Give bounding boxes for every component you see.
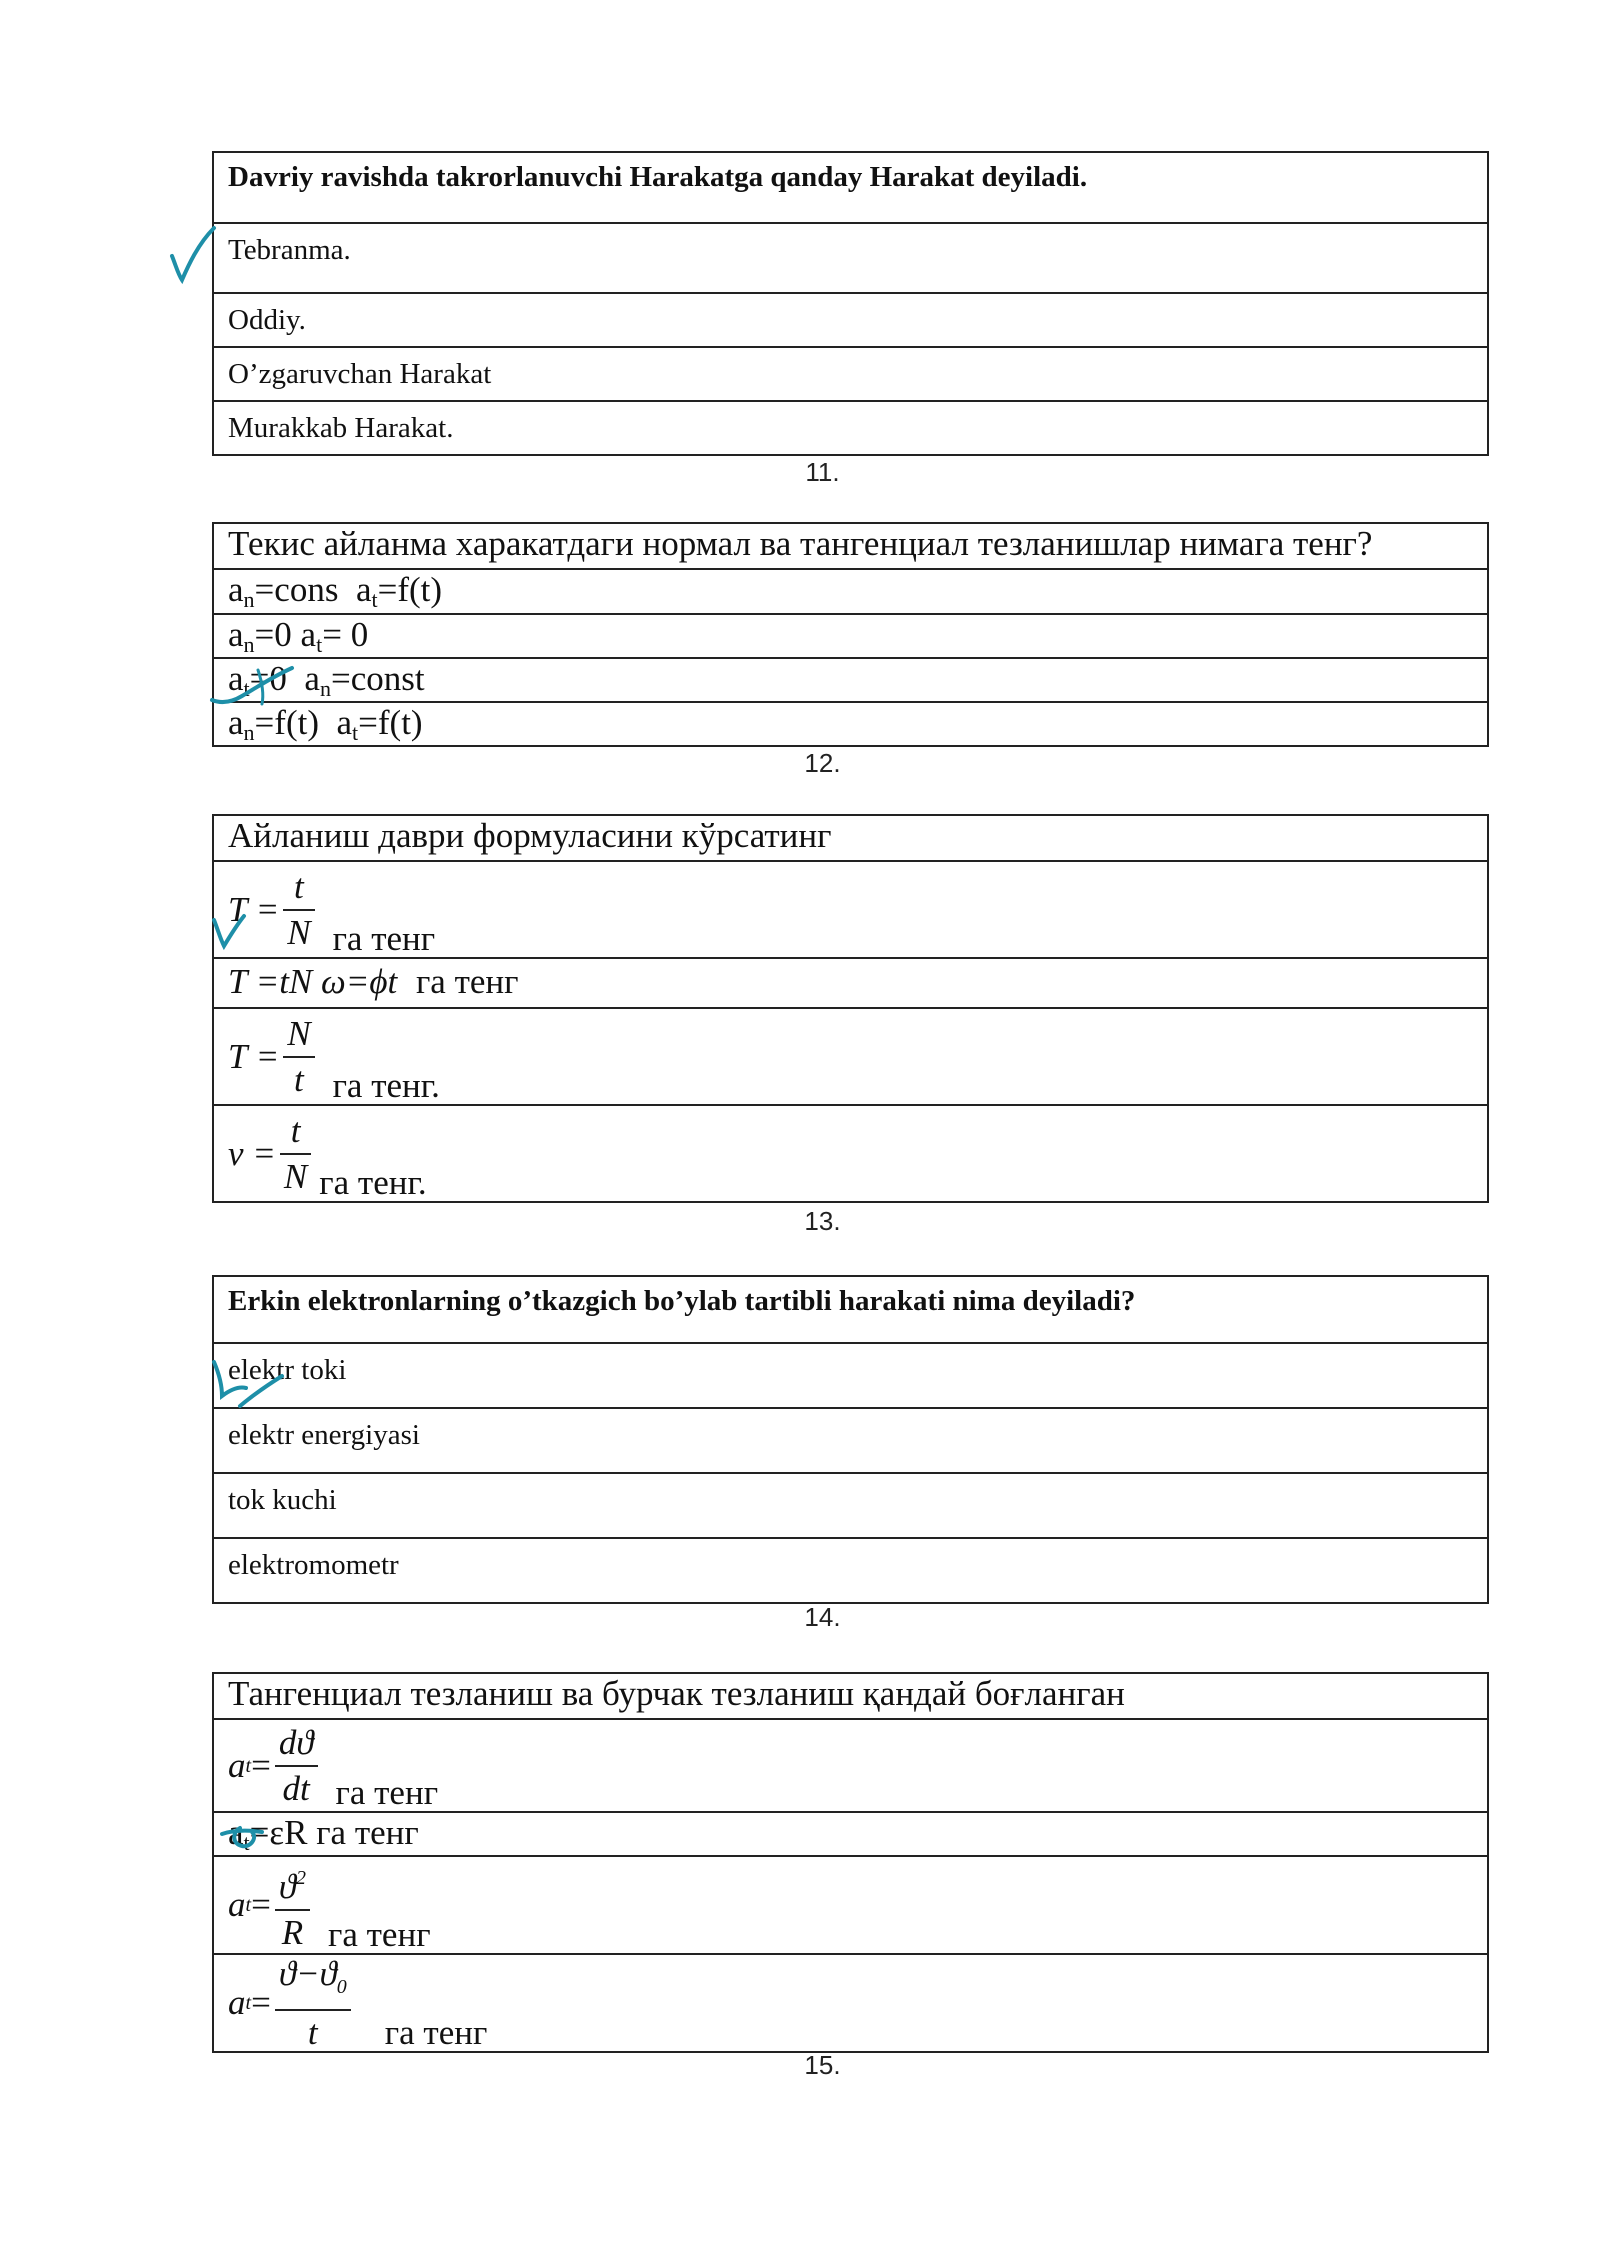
question-number-11: 11. [805,457,840,487]
q12-option-4[interactable]: $a_n=f(t)$ $a_t=f(t)$ [214,701,1487,745]
fraction: $\frac{dϑ}{dt}$ [275,1723,318,1809]
question-13-table [212,814,1489,1203]
fraction: $\frac{t}{N}$ [283,867,314,953]
question-number-14: 14. [804,1602,841,1632]
q15-option-3[interactable]: a t = $\frac{ϑ^2}{R}$ га тенг [214,1855,1487,1953]
question-number-15: 15. [804,2050,841,2080]
q11-option-3[interactable]: O’zgaruvchan Harakat [214,346,1487,400]
fraction: $\frac{ϑ-ϑ_0}{t}$ [275,1954,351,2052]
q12-option-3[interactable]: $a_t=0$ $a_n=const$ [214,657,1487,701]
q12-option-2[interactable]: $a_n=0$ $a_t= 0$ [214,613,1487,657]
fraction: $\frac{N}{t}$ [283,1014,314,1100]
question-14-table [212,1275,1489,1604]
q13-option-4[interactable]: v = $\frac{t}{N}$ га тенг. [214,1104,1487,1201]
question-15-table [212,1672,1489,2053]
q15-option-1[interactable]: a t = $\frac{dϑ}{dt}$ га тенг [214,1718,1487,1811]
q13-option-2[interactable]: T =tN ω=ϕt га тенг [214,957,1487,1007]
q11-option-4[interactable]: Murakkab Harakat. [214,400,1487,454]
q14-option-2[interactable]: elektr energiyasi [214,1407,1487,1472]
q12-option-1[interactable]: $a_n=cons$ $a_t=f(t)$ [214,568,1487,613]
question-11-table [212,151,1489,456]
question-11-text: Davriy ravishda takrorlanuvchi Harakatga qanday Harakat deyiladi. [228,161,1088,193]
q14-option-4[interactable]: elektromometr [214,1537,1487,1602]
question-number-13: 13. [804,1206,841,1236]
question-14-text: Erkin elektronlarning o’tkazgich bo’ylab tartibli harakati nima deyiladi? [228,1285,1136,1317]
question-12-text: Текис айланма харакатдаги нормал ва тангенциал тезланишлар нимага тенг? [228,524,1373,563]
q14-option-3[interactable]: tok kuchi [214,1472,1487,1537]
q11-option-1[interactable]: Tebranma. [214,222,1487,292]
q15-option-4[interactable]: a t = $\frac{ϑ-ϑ_0}{t}$ га тенг [214,1953,1487,2051]
q13-option-3[interactable]: T = $\frac{N}{t}$ га тенг. [214,1007,1487,1104]
question-13-text: Айланиш даври формуласини кўрсатинг [228,816,832,855]
question-number-12: 12. [804,748,841,778]
fraction: $\frac{ϑ^2}{R}$ [275,1858,310,1953]
question-15-text: Тангенциал тезланиш ва бурчак тезланиш қандай боғланган [228,1674,1125,1713]
q14-option-1[interactable]: elektr toki [214,1342,1487,1407]
fraction: $\frac{t}{N}$ [280,1111,311,1197]
q13-option-1[interactable]: T = $\frac{t}{N}$ га тенг [214,860,1487,957]
q15-option-2[interactable]: $a_t=\varepsilon R$ га тенг [214,1811,1487,1855]
q11-option-2[interactable]: Oddiy. [214,292,1487,346]
question-12-table [212,522,1489,747]
